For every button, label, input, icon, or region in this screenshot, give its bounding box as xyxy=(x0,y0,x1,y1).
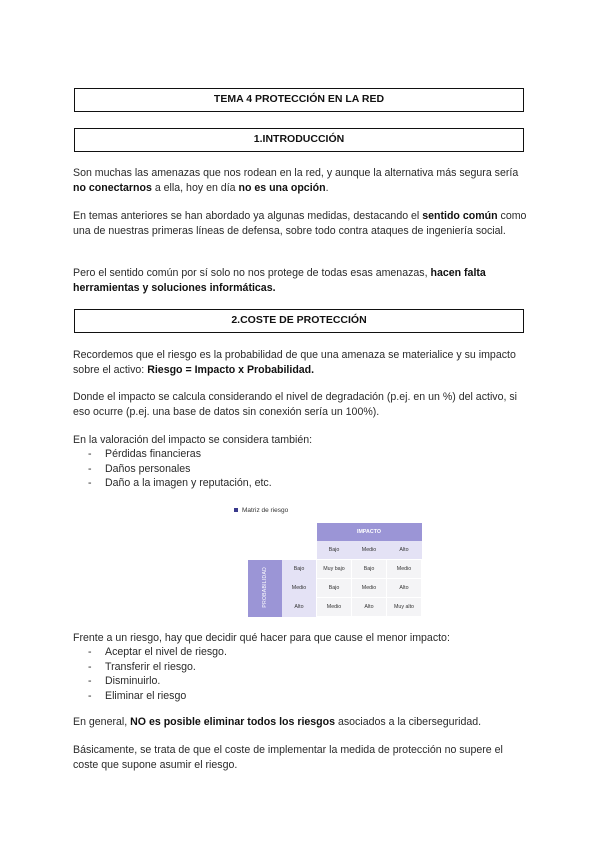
page-title: TEMA 4 PROTECCIÓN EN LA RED xyxy=(74,88,524,112)
risk-options-list xyxy=(88,645,227,703)
col-header: Bajo xyxy=(317,541,352,560)
matrix-cell: Bajo xyxy=(317,579,352,598)
matrix-cell: Medio xyxy=(387,560,422,579)
legend-label: Matriz de riesgo xyxy=(242,507,289,514)
matrix-cell: Muy alto xyxy=(387,598,422,617)
section-heading-cost: 2.COSTE DE PROTECCIÓN xyxy=(74,309,524,333)
list-item: - Pérdidas financieras xyxy=(88,447,272,462)
legend-swatch-icon xyxy=(234,508,238,512)
row-header: Bajo xyxy=(282,560,317,579)
list-item: - Aceptar el nivel de riesgo. xyxy=(88,645,227,660)
list-item: - Disminuirlo. xyxy=(88,674,227,689)
matrix-cell: Medio xyxy=(317,598,352,617)
matrix-cell: Alto xyxy=(387,579,422,598)
list-item: - Eliminar el riesgo xyxy=(88,689,227,704)
impact-header: IMPACTO xyxy=(317,523,422,541)
intro-paragraph-2: En temas anteriores se han abordado ya algunas medidas, destacando el sentido común como una de nuestras primeras líneas de defensa, sobre todo contra ataques de ingeniería social. xyxy=(73,210,527,237)
matrix-cell: Bajo xyxy=(352,560,387,579)
row-header: Medio xyxy=(282,579,317,598)
probability-header: PROBABILIDAD xyxy=(248,560,282,617)
section-heading-intro: 1.INTRODUCCIÓN xyxy=(74,128,524,152)
matrix-cell: Muy bajo xyxy=(317,560,352,579)
col-header: Medio xyxy=(352,541,387,560)
intro-paragraph-3: Pero el sentido común por sí solo no nos protege de todas esas amenazas, hacen falta herramientas y soluciones informáticas. xyxy=(73,267,486,294)
matrix-cell: Alto xyxy=(352,598,387,617)
list-item: - Transferir el riesgo. xyxy=(88,660,227,675)
matrix-cell: Medio xyxy=(352,579,387,598)
risk-matrix xyxy=(248,523,422,617)
matrix-legend xyxy=(234,507,288,514)
list-item: - Daños personales xyxy=(88,462,272,477)
intro-paragraph-1: Son muchas las amenazas que nos rodean en la red, y aunque la alternativa más segura sería no conectarnos a ella, hoy en día no es una opción. xyxy=(73,167,519,194)
risk-paragraph-3: Básicamente, se trata de que el coste de implementar la medida de protección no supere el coste que supone asumir el riesgo. xyxy=(73,744,503,771)
risk-paragraph-2: En general, NO es posible eliminar todos los riesgos asociados a la ciberseguridad. xyxy=(73,716,482,728)
row-header: Alto xyxy=(282,598,317,617)
list-item: - Daño a la imagen y reputación, etc. xyxy=(88,476,272,491)
cost-paragraph-2: Donde el impacto se calcula considerando el nivel de degradación (p.ej. en un %) del activo, si eso ocurre (p.ej. una base de datos sin conexión sería un 100%). xyxy=(73,391,518,418)
cost-paragraph-3: En la valoración del impacto se considera también: xyxy=(73,434,313,446)
risk-paragraph-1: Frente a un riesgo, hay que decidir qué hacer para que cause el menor impacto: xyxy=(73,632,450,644)
impact-list xyxy=(88,447,272,491)
cost-paragraph-1: Recordemos que el riesgo es la probabilidad de que una amenaza se materialice y su impacto sobre el activo: Riesgo = Impacto x Probabilidad. xyxy=(73,349,516,376)
col-header: Alto xyxy=(387,541,422,560)
